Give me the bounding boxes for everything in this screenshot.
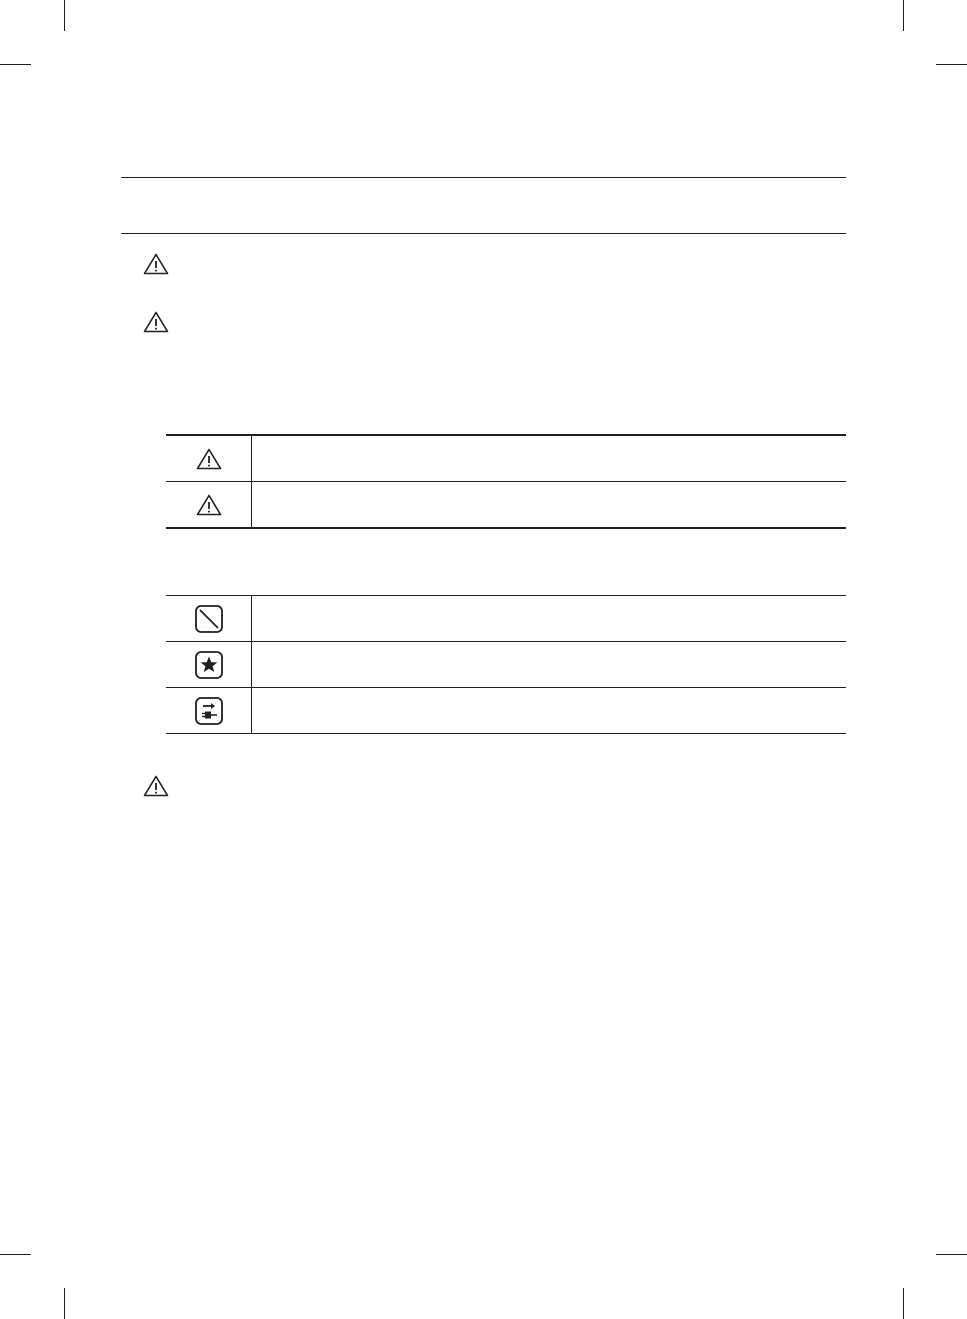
crop-mark-top-right: [936, 64, 967, 65]
symbol-description: [252, 596, 847, 642]
warning-triangle-icon: [166, 494, 251, 516]
crop-mark-bottom-left: [0, 1254, 31, 1255]
header-bottom-rule: [121, 233, 846, 234]
crop-mark-top-right: [903, 0, 904, 31]
table-row: [166, 642, 846, 688]
crop-mark-bottom-right: [903, 1288, 904, 1319]
page-title: [121, 190, 846, 220]
warning-triangle-icon: [143, 311, 169, 333]
warning-triangle-icon: [143, 775, 169, 797]
warning-triangle-icon: [166, 448, 251, 470]
action-symbols-table: [166, 595, 846, 734]
crop-mark-top-left: [0, 64, 31, 65]
warning-symbols-table: [166, 434, 846, 529]
prohibited-slash-icon: [166, 604, 251, 634]
warning-triangle-icon: [143, 253, 169, 275]
crop-mark-top-left: [64, 0, 65, 31]
symbol-description: [252, 482, 847, 529]
table-row: [166, 435, 846, 482]
table-row: [166, 596, 846, 642]
symbol-description: [252, 688, 847, 734]
header-top-rule: [121, 177, 846, 178]
crop-mark-bottom-right: [936, 1254, 967, 1255]
unplug-power-icon: [166, 696, 251, 726]
star-instruction-icon: [166, 650, 251, 680]
table-row: [166, 482, 846, 529]
symbol-description: [252, 435, 847, 482]
table-row: [166, 688, 846, 734]
symbol-description: [252, 642, 847, 688]
crop-mark-bottom-left: [64, 1288, 65, 1319]
